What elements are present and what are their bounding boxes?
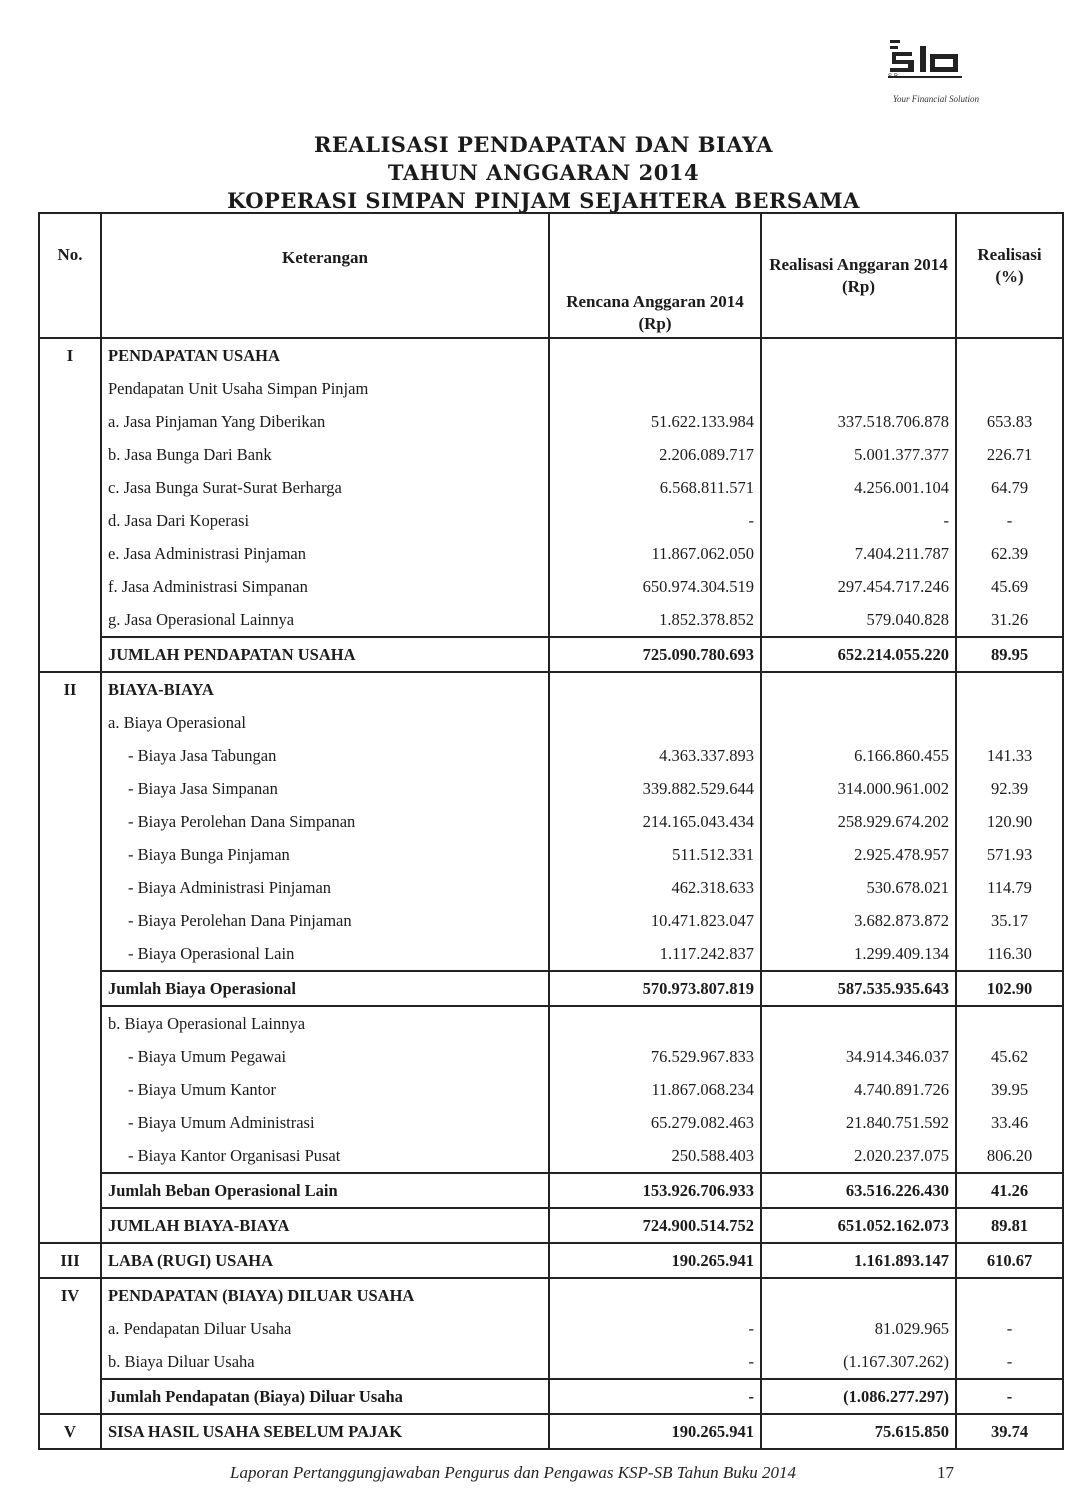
row-realisasi: 3.682.873.872 — [761, 904, 956, 937]
table-row — [39, 1278, 1063, 1312]
table-row — [39, 904, 1063, 937]
row-number — [39, 504, 101, 537]
row-realisasi — [761, 672, 956, 706]
table-row — [39, 603, 1063, 637]
sb-logo-icon — [872, 32, 984, 92]
table-row — [39, 438, 1063, 471]
row-realisasi: 21.840.751.592 — [761, 1106, 956, 1139]
row-persen: 226.71 — [956, 438, 1063, 471]
row-rencana — [549, 1278, 761, 1312]
row-rencana — [549, 672, 761, 706]
row-realisasi — [761, 372, 956, 405]
row-number — [39, 904, 101, 937]
row-persen — [956, 1278, 1063, 1312]
table-row — [39, 1312, 1063, 1345]
row-number — [39, 838, 101, 871]
table-row — [39, 871, 1063, 904]
table-row — [39, 1208, 1063, 1243]
row-description: Pendapatan Unit Usaha Simpan Pinjam — [101, 372, 549, 405]
table-row — [39, 805, 1063, 838]
row-rencana: 511.512.331 — [549, 838, 761, 871]
row-number — [39, 537, 101, 570]
row-number — [39, 1379, 101, 1414]
row-number — [39, 772, 101, 805]
row-realisasi: 34.914.346.037 — [761, 1040, 956, 1073]
row-rencana: 190.265.941 — [549, 1243, 761, 1278]
row-description: b. Jasa Bunga Dari Bank — [101, 438, 549, 471]
row-realisasi: 63.516.226.430 — [761, 1173, 956, 1208]
row-description: JUMLAH BIAYA-BIAYA — [101, 1208, 549, 1243]
table-row — [39, 338, 1063, 372]
row-number: II — [39, 672, 101, 706]
row-description: - Biaya Perolehan Dana Pinjaman — [101, 904, 549, 937]
row-realisasi: 587.535.935.643 — [761, 971, 956, 1006]
row-rencana — [549, 706, 761, 739]
row-rencana: - — [549, 1345, 761, 1379]
row-realisasi: 1.299.409.134 — [761, 937, 956, 971]
row-realisasi: 314.000.961.002 — [761, 772, 956, 805]
row-persen: 45.69 — [956, 570, 1063, 603]
row-number — [39, 805, 101, 838]
table-row — [39, 672, 1063, 706]
row-description: - Biaya Administrasi Pinjaman — [101, 871, 549, 904]
row-description: - Biaya Perolehan Dana Simpanan — [101, 805, 549, 838]
row-rencana: 462.318.633 — [549, 871, 761, 904]
row-description: - Biaya Bunga Pinjaman — [101, 838, 549, 871]
table-body — [39, 338, 1063, 1449]
row-number: IV — [39, 1278, 101, 1312]
row-description: SISA HASIL USAHA SEBELUM PAJAK — [101, 1414, 549, 1449]
row-description: - Biaya Kantor Organisasi Pusat — [101, 1139, 549, 1173]
row-description: Jumlah Beban Operasional Lain — [101, 1173, 549, 1208]
row-realisasi: 4.740.891.726 — [761, 1073, 956, 1106]
row-realisasi — [761, 1006, 956, 1040]
row-persen — [956, 372, 1063, 405]
row-persen: 89.95 — [956, 637, 1063, 672]
row-number: III — [39, 1243, 101, 1278]
row-number — [39, 438, 101, 471]
row-rencana: 725.090.780.693 — [549, 637, 761, 672]
row-realisasi: 652.214.055.220 — [761, 637, 956, 672]
table-row — [39, 537, 1063, 570]
table-row — [39, 1006, 1063, 1040]
row-description: JUMLAH PENDAPATAN USAHA — [101, 637, 549, 672]
page-footer: Laporan Pertanggungjawaban Pengurus dan Pengawas KSP-SB Tahun Buku 2014 — [230, 1463, 797, 1482]
row-realisasi: 5.001.377.377 — [761, 438, 956, 471]
row-number — [39, 1139, 101, 1173]
row-description: a. Biaya Operasional — [101, 706, 549, 739]
row-number — [39, 405, 101, 438]
row-description: - Biaya Jasa Tabungan — [101, 739, 549, 772]
row-persen: 806.20 — [956, 1139, 1063, 1173]
row-rencana: 650.974.304.519 — [549, 570, 761, 603]
table-row — [39, 937, 1063, 971]
header-no: No. — [39, 213, 101, 338]
row-rencana — [549, 1006, 761, 1040]
row-persen: 41.26 — [956, 1173, 1063, 1208]
table-row — [39, 1243, 1063, 1278]
row-rencana: 190.265.941 — [549, 1414, 761, 1449]
row-realisasi: 6.166.860.455 — [761, 739, 956, 772]
table-row — [39, 637, 1063, 672]
row-description: - Biaya Jasa Simpanan — [101, 772, 549, 805]
row-description: a. Jasa Pinjaman Yang Diberikan — [101, 405, 549, 438]
row-persen: - — [956, 1345, 1063, 1379]
table-row — [39, 1173, 1063, 1208]
row-realisasi: 1.161.893.147 — [761, 1243, 956, 1278]
table-row — [39, 772, 1063, 805]
row-persen: 571.93 — [956, 838, 1063, 871]
row-description: PENDAPATAN (BIAYA) DILUAR USAHA — [101, 1278, 549, 1312]
table-row — [39, 504, 1063, 537]
row-persen: 141.33 — [956, 739, 1063, 772]
row-persen: - — [956, 504, 1063, 537]
row-realisasi: 7.404.211.787 — [761, 537, 956, 570]
table-row — [39, 1379, 1063, 1414]
row-rencana: 339.882.529.644 — [549, 772, 761, 805]
report-title-line1: REALISASI PENDAPATAN DAN BIAYA — [313, 132, 774, 157]
row-rencana: 2.206.089.717 — [549, 438, 761, 471]
logo-tagline: Your Financial Solution — [892, 94, 979, 104]
row-persen: 62.39 — [956, 537, 1063, 570]
header-keterangan: Keterangan — [101, 213, 549, 338]
row-persen — [956, 338, 1063, 372]
table-header-row — [39, 213, 1063, 338]
row-number — [39, 603, 101, 637]
row-rencana: - — [549, 1312, 761, 1345]
table-row — [39, 570, 1063, 603]
row-persen — [956, 1006, 1063, 1040]
row-description: Jumlah Biaya Operasional — [101, 971, 549, 1006]
row-number: V — [39, 1414, 101, 1449]
row-rencana: 76.529.967.833 — [549, 1040, 761, 1073]
header-rencana: Rencana Anggaran 2014 (Rp) — [549, 213, 761, 338]
row-persen: 35.17 — [956, 904, 1063, 937]
row-number — [39, 1006, 101, 1040]
row-number — [39, 1040, 101, 1073]
financial-table — [38, 212, 1064, 1450]
row-rencana: 250.588.403 — [549, 1139, 761, 1173]
row-description: LABA (RUGI) USAHA — [101, 1243, 549, 1278]
row-rencana: 65.279.082.463 — [549, 1106, 761, 1139]
row-number — [39, 1173, 101, 1208]
report-title-line2: TAHUN ANGGARAN 2014 — [387, 160, 700, 185]
row-realisasi: 75.615.850 — [761, 1414, 956, 1449]
row-rencana — [549, 372, 761, 405]
row-rencana: 153.926.706.933 — [549, 1173, 761, 1208]
row-persen: 39.74 — [956, 1414, 1063, 1449]
row-number — [39, 372, 101, 405]
table-row — [39, 372, 1063, 405]
row-rencana: 570.973.807.819 — [549, 971, 761, 1006]
table-row — [39, 1106, 1063, 1139]
row-rencana: 6.568.811.571 — [549, 471, 761, 504]
row-persen: 116.30 — [956, 937, 1063, 971]
row-rencana: 214.165.043.434 — [549, 805, 761, 838]
row-description: BIAYA-BIAYA — [101, 672, 549, 706]
row-number — [39, 1073, 101, 1106]
row-persen: 120.90 — [956, 805, 1063, 838]
row-number — [39, 1106, 101, 1139]
header-persen: Realisasi (%) — [956, 213, 1063, 338]
table-row — [39, 471, 1063, 504]
row-number — [39, 471, 101, 504]
page-number: 17 — [937, 1463, 954, 1482]
row-realisasi: (1.086.277.297) — [761, 1379, 956, 1414]
row-realisasi: 579.040.828 — [761, 603, 956, 637]
table-row — [39, 971, 1063, 1006]
row-description: - Biaya Umum Pegawai — [101, 1040, 549, 1073]
row-description: g. Jasa Operasional Lainnya — [101, 603, 549, 637]
row-number — [39, 1345, 101, 1379]
row-realisasi: 337.518.706.878 — [761, 405, 956, 438]
row-rencana: 4.363.337.893 — [549, 739, 761, 772]
row-realisasi: 81.029.965 — [761, 1312, 956, 1345]
row-description: - Biaya Umum Kantor — [101, 1073, 549, 1106]
row-rencana — [549, 338, 761, 372]
table-row — [39, 838, 1063, 871]
row-rencana: - — [549, 504, 761, 537]
table-row — [39, 1139, 1063, 1173]
table-row — [39, 1345, 1063, 1379]
row-number — [39, 570, 101, 603]
header-realisasi: Realisasi Anggaran 2014 (Rp) — [761, 213, 956, 338]
row-persen: 92.39 — [956, 772, 1063, 805]
row-description: - Biaya Umum Administrasi — [101, 1106, 549, 1139]
row-persen: 653.83 — [956, 405, 1063, 438]
row-persen — [956, 706, 1063, 739]
row-persen: 64.79 — [956, 471, 1063, 504]
row-description: a. Pendapatan Diluar Usaha — [101, 1312, 549, 1345]
row-rencana: 724.900.514.752 — [549, 1208, 761, 1243]
row-realisasi: 297.454.717.246 — [761, 570, 956, 603]
row-number — [39, 637, 101, 672]
row-rencana: 11.867.068.234 — [549, 1073, 761, 1106]
row-description: - Biaya Operasional Lain — [101, 937, 549, 971]
row-persen: - — [956, 1312, 1063, 1345]
row-rencana: - — [549, 1379, 761, 1414]
row-description: e. Jasa Administrasi Pinjaman — [101, 537, 549, 570]
table-row — [39, 1414, 1063, 1449]
table-row — [39, 739, 1063, 772]
row-rencana: 51.622.133.984 — [549, 405, 761, 438]
row-rencana: 10.471.823.047 — [549, 904, 761, 937]
row-realisasi: 258.929.674.202 — [761, 805, 956, 838]
row-realisasi: (1.167.307.262) — [761, 1345, 956, 1379]
row-realisasi: 4.256.001.104 — [761, 471, 956, 504]
table-row — [39, 1040, 1063, 1073]
row-persen: 31.26 — [956, 603, 1063, 637]
row-realisasi: 651.052.162.073 — [761, 1208, 956, 1243]
row-realisasi — [761, 1278, 956, 1312]
row-realisasi: 2.020.237.075 — [761, 1139, 956, 1173]
row-rencana: 1.117.242.837 — [549, 937, 761, 971]
row-persen: - — [956, 1379, 1063, 1414]
row-persen: 89.81 — [956, 1208, 1063, 1243]
row-realisasi — [761, 338, 956, 372]
row-persen: 33.46 — [956, 1106, 1063, 1139]
row-rencana: 1.852.378.852 — [549, 603, 761, 637]
row-persen: 114.79 — [956, 871, 1063, 904]
row-description: b. Biaya Diluar Usaha — [101, 1345, 549, 1379]
table-row — [39, 405, 1063, 438]
row-description: PENDAPATAN USAHA — [101, 338, 549, 372]
row-number — [39, 871, 101, 904]
table-row — [39, 706, 1063, 739]
row-rencana: 11.867.062.050 — [549, 537, 761, 570]
row-number — [39, 739, 101, 772]
row-persen: 102.90 — [956, 971, 1063, 1006]
row-number — [39, 1312, 101, 1345]
row-persen: 39.95 — [956, 1073, 1063, 1106]
row-description: f. Jasa Administrasi Simpanan — [101, 570, 549, 603]
row-realisasi: 530.678.021 — [761, 871, 956, 904]
row-realisasi — [761, 706, 956, 739]
row-persen: 45.62 — [956, 1040, 1063, 1073]
logo-text: SB — [888, 74, 901, 80]
row-number — [39, 706, 101, 739]
row-number — [39, 937, 101, 971]
row-description: c. Jasa Bunga Surat-Surat Berharga — [101, 471, 549, 504]
row-number: I — [39, 338, 101, 372]
row-persen: 610.67 — [956, 1243, 1063, 1278]
row-description: b. Biaya Operasional Lainnya — [101, 1006, 549, 1040]
row-number — [39, 971, 101, 1006]
row-number — [39, 1208, 101, 1243]
report-title-line3: KOPERASI SIMPAN PINJAM SEJAHTERA BERSAMA — [227, 188, 860, 213]
row-persen — [956, 672, 1063, 706]
row-realisasi: - — [761, 504, 956, 537]
table-row — [39, 1073, 1063, 1106]
row-description: d. Jasa Dari Koperasi — [101, 504, 549, 537]
row-realisasi: 2.925.478.957 — [761, 838, 956, 871]
row-description: Jumlah Pendapatan (Biaya) Diluar Usaha — [101, 1379, 549, 1414]
